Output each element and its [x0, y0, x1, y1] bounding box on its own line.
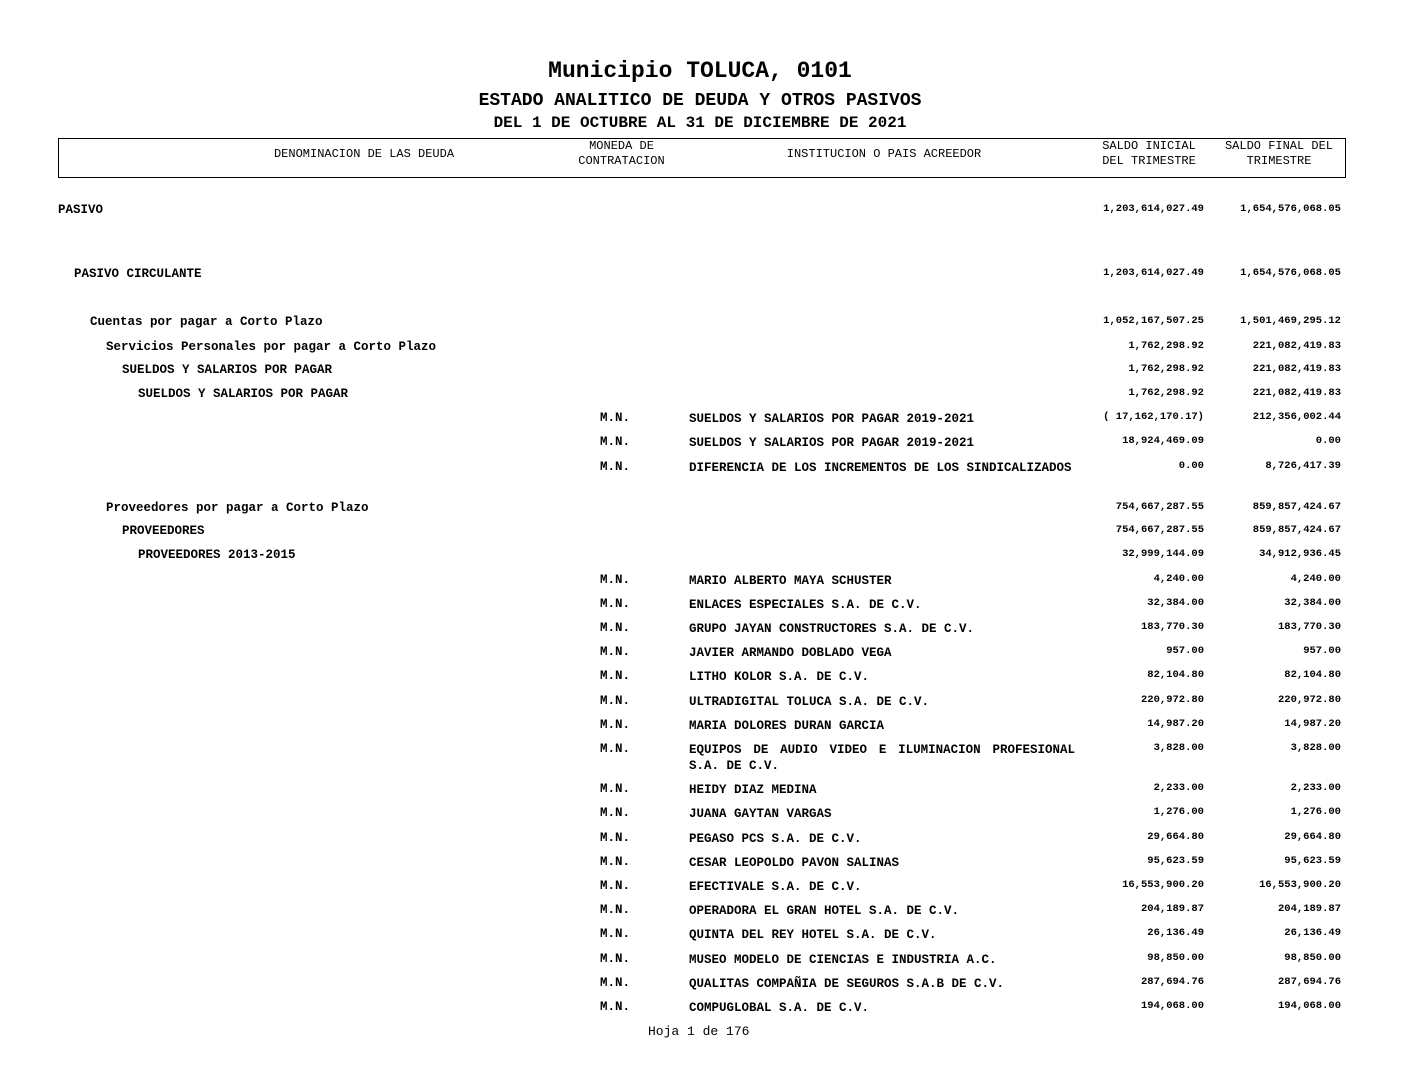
row-saldo-final: 1,501,469,295.12	[1240, 315, 1341, 327]
row-saldo-inicial: 220,972.80	[1140, 694, 1204, 706]
row-saldo-inicial: 98,850.00	[1147, 952, 1204, 964]
row-saldo-inicial: 183,770.30	[1140, 621, 1204, 633]
row-denominacion: SUELDOS Y SALARIOS POR PAGAR	[138, 387, 349, 401]
row-institucion: SUELDOS Y SALARIOS POR PAGAR 2019-2021	[689, 436, 975, 450]
row-saldo-inicial: 2,233.00	[1153, 782, 1204, 794]
row-saldo-inicial: 95,623.59	[1147, 855, 1204, 867]
row-saldo-inicial: 754,667,287.55	[1115, 524, 1204, 536]
row-institucion: DIFERENCIA DE LOS INCREMENTOS DE LOS SINDICALIZADOS	[689, 461, 1072, 475]
row-institucion: QUINTA DEL REY HOTEL S.A. DE C.V.	[689, 928, 937, 942]
row-saldo-final: 183,770.30	[1277, 621, 1341, 633]
row-moneda: M.N.	[600, 718, 631, 732]
row-saldo-final: 1,276.00	[1290, 806, 1341, 818]
row-institucion: JUANA GAYTAN VARGAS	[689, 807, 832, 821]
row-institucion: ULTRADIGITAL TOLUCA S.A. DE C.V.	[689, 695, 930, 709]
row-moneda: M.N.	[600, 903, 631, 917]
row-moneda: M.N.	[600, 806, 631, 820]
report-title: ESTADO ANALITICO DE DEUDA Y OTROS PASIVOS	[478, 91, 922, 111]
row-institucion: CESAR LEOPOLDO PAVON SALINAS	[689, 856, 900, 870]
row-institucion: JAVIER ARMANDO DOBLADO VEGA	[689, 646, 892, 660]
row-institucion: PEGASO PCS S.A. DE C.V.	[689, 832, 862, 846]
row-saldo-final: 95,623.59	[1284, 855, 1341, 867]
row-institucion: OPERADORA EL GRAN HOTEL S.A. DE C.V.	[689, 904, 960, 918]
report-period: DEL 1 DE OCTUBRE AL 31 DE DICIEMBRE DE 2021	[493, 114, 907, 132]
row-saldo-inicial: 32,999,144.09	[1122, 548, 1204, 560]
row-saldo-final: 204,189.87	[1277, 903, 1341, 915]
row-denominacion: PROVEEDORES 2013-2015	[138, 548, 296, 562]
row-saldo-inicial: ( 17,162,170.17)	[1103, 411, 1204, 423]
row-saldo-inicial: 1,762,298.92	[1128, 363, 1204, 375]
row-moneda: M.N.	[600, 573, 631, 587]
row-saldo-inicial: 957.00	[1166, 645, 1204, 657]
row-saldo-final: 2,233.00	[1290, 782, 1341, 794]
row-saldo-inicial: 3,828.00	[1153, 742, 1204, 754]
row-denominacion: PASIVO	[58, 203, 104, 217]
row-saldo-inicial: 18,924,469.09	[1122, 435, 1204, 447]
row-saldo-inicial: 1,276.00	[1153, 806, 1204, 818]
municipality-title: Municipio TOLUCA, 0101	[548, 58, 852, 84]
row-moneda: M.N.	[600, 952, 631, 966]
row-saldo-inicial: 754,667,287.55	[1115, 501, 1204, 513]
row-saldo-inicial: 29,664.80	[1147, 831, 1204, 843]
table-header	[58, 138, 1346, 178]
header-denominacion: DENOMINACION DE LAS DEUDA	[273, 147, 455, 161]
row-moneda: M.N.	[600, 669, 631, 683]
row-moneda: M.N.	[600, 742, 631, 756]
header-saldo-final: SALDO FINAL DEL TRIMESTRE	[1224, 139, 1334, 168]
row-saldo-final: 287,694.76	[1277, 976, 1341, 988]
row-saldo-final: 32,384.00	[1284, 597, 1341, 609]
row-saldo-inicial: 26,136.49	[1147, 927, 1204, 939]
row-institucion: ENLACES ESPECIALES S.A. DE C.V.	[689, 598, 922, 612]
row-institucion: MARIA DOLORES DURAN GARCIA	[689, 719, 885, 733]
row-moneda: M.N.	[600, 645, 631, 659]
row-saldo-final: 221,082,419.83	[1252, 363, 1341, 375]
row-saldo-final: 1,654,576,068.05	[1240, 203, 1341, 215]
row-moneda: M.N.	[600, 435, 631, 449]
row-institucion: EFECTIVALE S.A. DE C.V.	[689, 880, 862, 894]
row-saldo-final: 859,857,424.67	[1252, 524, 1341, 536]
row-saldo-final: 82,104.80	[1284, 669, 1341, 681]
row-denominacion: PASIVO CIRCULANTE	[74, 267, 202, 281]
row-saldo-final: 29,664.80	[1284, 831, 1341, 843]
row-moneda: M.N.	[600, 782, 631, 796]
row-institucion: COMPUGLOBAL S.A. DE C.V.	[689, 1001, 870, 1015]
row-saldo-final: 34,912,936.45	[1259, 548, 1341, 560]
row-moneda: M.N.	[600, 597, 631, 611]
row-saldo-final: 221,082,419.83	[1252, 340, 1341, 352]
header-moneda: MONEDA DE CONTRATACION	[578, 139, 665, 168]
row-moneda: M.N.	[600, 1000, 631, 1014]
row-saldo-final: 220,972.80	[1277, 694, 1341, 706]
row-denominacion: Cuentas por pagar a Corto Plazo	[90, 315, 323, 329]
row-moneda: M.N.	[600, 411, 631, 425]
row-saldo-inicial: 1,052,167,507.25	[1103, 315, 1204, 327]
row-saldo-inicial: 194,068.00	[1140, 1000, 1204, 1012]
row-saldo-inicial: 287,694.76	[1140, 976, 1204, 988]
row-institucion: HEIDY DIAZ MEDINA	[689, 783, 817, 797]
header-saldo-inicial: SALDO INICIAL DEL TRIMESTRE	[1102, 139, 1196, 168]
page-number: Hoja 1 de 176	[648, 1024, 750, 1039]
row-saldo-final: 859,857,424.67	[1252, 501, 1341, 513]
row-moneda: M.N.	[600, 879, 631, 893]
row-institucion: SUELDOS Y SALARIOS POR PAGAR 2019-2021	[689, 412, 975, 426]
row-saldo-final: 16,553,900.20	[1259, 879, 1341, 891]
row-denominacion: PROVEEDORES	[122, 524, 205, 538]
row-institucion: GRUPO JAYAN CONSTRUCTORES S.A. DE C.V.	[689, 622, 975, 636]
row-institucion: MUSEO MODELO DE CIENCIAS E INDUSTRIA A.C.	[689, 953, 997, 967]
row-saldo-final: 194,068.00	[1277, 1000, 1341, 1012]
row-saldo-inicial: 0.00	[1178, 460, 1204, 472]
row-saldo-final: 212,356,002.44	[1252, 411, 1341, 423]
row-moneda: M.N.	[600, 976, 631, 990]
row-saldo-inicial: 82,104.80	[1147, 669, 1204, 681]
row-saldo-final: 3,828.00	[1290, 742, 1341, 754]
row-saldo-inicial: 1,762,298.92	[1128, 387, 1204, 399]
row-saldo-inicial: 4,240.00	[1153, 573, 1204, 585]
row-saldo-final: 98,850.00	[1284, 952, 1341, 964]
row-moneda: M.N.	[600, 694, 631, 708]
row-institucion: QUALITAS COMPAÑIA DE SEGUROS S.A.B DE C.V.	[689, 977, 1005, 991]
row-moneda: M.N.	[600, 621, 631, 635]
row-saldo-inicial: 1,762,298.92	[1128, 340, 1204, 352]
row-saldo-final: 14,987.20	[1284, 718, 1341, 730]
row-moneda: M.N.	[600, 855, 631, 869]
header-institucion: INSTITUCION O PAIS ACREEDOR	[786, 147, 982, 161]
row-saldo-inicial: 1,203,614,027.49	[1103, 203, 1204, 215]
row-denominacion: Servicios Personales por pagar a Corto Plazo	[106, 340, 437, 354]
row-moneda: M.N.	[600, 831, 631, 845]
row-denominacion: Proveedores por pagar a Corto Plazo	[106, 501, 369, 515]
row-saldo-inicial: 14,987.20	[1147, 718, 1204, 730]
row-institucion: LITHO KOLOR S.A. DE C.V.	[689, 670, 870, 684]
row-institucion: MARIO ALBERTO MAYA SCHUSTER	[689, 574, 892, 588]
row-saldo-inicial: 204,189.87	[1140, 903, 1204, 915]
row-moneda: M.N.	[600, 927, 631, 941]
row-saldo-inicial: 32,384.00	[1147, 597, 1204, 609]
row-saldo-final: 957.00	[1303, 645, 1341, 657]
row-saldo-final: 8,726,417.39	[1265, 460, 1341, 472]
row-denominacion: SUELDOS Y SALARIOS POR PAGAR	[122, 363, 333, 377]
row-saldo-final: 26,136.49	[1284, 927, 1341, 939]
row-institucion: EQUIPOS DE AUDIO VIDEO E ILUMINACION PROFESIONAL S.A. DE C.V.	[689, 743, 1075, 773]
row-saldo-final: 1,654,576,068.05	[1240, 267, 1341, 279]
row-saldo-final: 4,240.00	[1290, 573, 1341, 585]
row-saldo-inicial: 1,203,614,027.49	[1103, 267, 1204, 279]
row-moneda: M.N.	[600, 460, 631, 474]
row-saldo-final: 221,082,419.83	[1252, 387, 1341, 399]
row-saldo-inicial: 16,553,900.20	[1122, 879, 1204, 891]
row-saldo-final: 0.00	[1315, 435, 1341, 447]
